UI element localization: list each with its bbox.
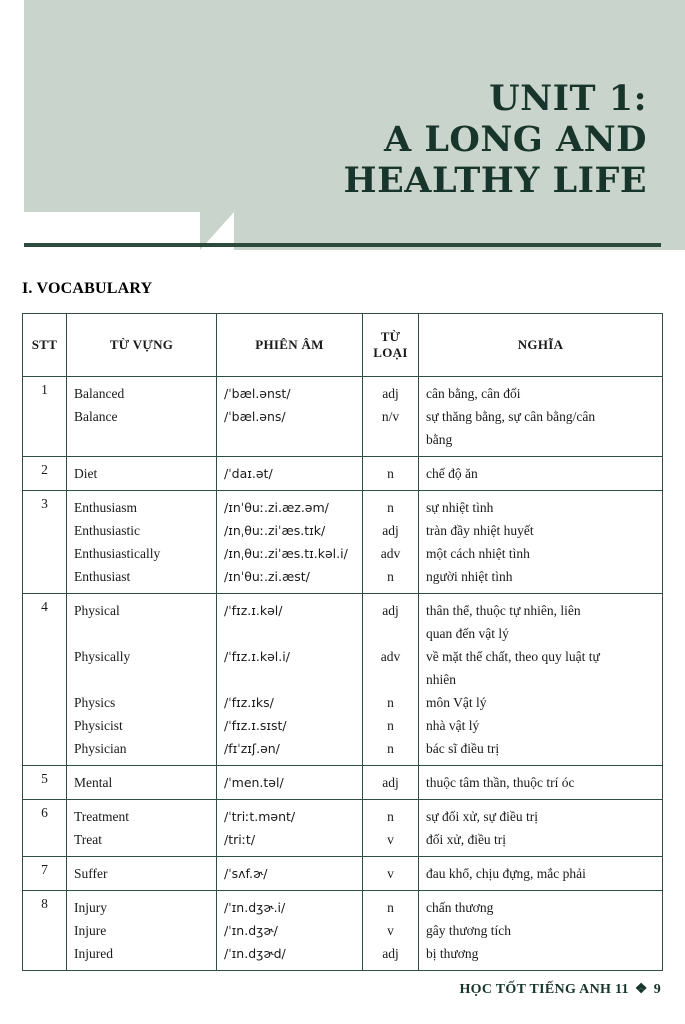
cell-word — [67, 594, 217, 766]
table-row — [23, 800, 663, 857]
cell-part-of-speech — [363, 857, 419, 891]
cell-stt: 6 — [23, 800, 67, 857]
cell-part-of-speech-lines — [370, 896, 411, 965]
cell-word-line: Injure — [74, 923, 107, 938]
vocabulary-table-head — [23, 314, 663, 377]
cell-stt: 2 — [23, 457, 67, 491]
cell-word-line: Enthusiastically — [74, 546, 161, 561]
cell-part-of-speech-lines — [370, 771, 411, 794]
column-header-pronunciation: PHIÊN ÂM — [217, 314, 363, 377]
section-heading-vocabulary: I. VOCABULARY — [22, 280, 153, 297]
cell-part-of-speech-line: adj — [382, 523, 399, 538]
cell-meaning-line: nhà vật lý — [426, 718, 480, 733]
cell-meaning-line: sự đối xử, sự điều trị — [426, 809, 538, 824]
cell-meaning-lines — [426, 599, 655, 760]
cell-meaning — [419, 800, 663, 857]
cell-word — [67, 891, 217, 971]
cell-stt: 3 — [23, 491, 67, 594]
cell-part-of-speech-line: adj — [382, 603, 399, 618]
cell-meaning-line: chấn thương — [426, 900, 494, 915]
cell-part-of-speech-line: adj — [382, 386, 399, 401]
cell-pronunciation — [217, 377, 363, 457]
cell-pronunciation-line: /ɪnˌθuː.ziˈæs.tɪ.kəl.i/ — [224, 546, 348, 561]
cell-stt: 7 — [23, 857, 67, 891]
cell-word-line: Suffer — [74, 866, 108, 881]
cell-word-line — [74, 622, 209, 645]
table-row — [23, 594, 663, 766]
cell-meaning-line: sự thăng bằng, sự cân bằng/cân — [426, 409, 596, 424]
cell-meaning-line: gây thương tích — [426, 923, 511, 938]
cell-meaning — [419, 891, 663, 971]
cell-stt: 5 — [23, 766, 67, 800]
page-header-banner — [0, 0, 685, 250]
cell-word-lines — [74, 771, 209, 794]
cell-meaning-line: sự nhiệt tình — [426, 500, 494, 515]
cell-word — [67, 800, 217, 857]
cell-part-of-speech-lines — [370, 382, 411, 428]
cell-meaning — [419, 857, 663, 891]
cell-part-of-speech-lines — [370, 496, 411, 588]
cell-meaning-line: chế độ ăn — [426, 466, 478, 481]
cell-pronunciation — [217, 766, 363, 800]
cell-word-line: Physicist — [74, 718, 123, 733]
cell-meaning-line: về mặt thể chất, theo quy luật tự — [426, 649, 600, 664]
cell-pronunciation-line: /ˈdaɪ.ət/ — [224, 466, 273, 481]
cell-meaning-lines — [426, 805, 655, 851]
cell-pronunciation-line — [224, 668, 355, 691]
cell-pronunciation-line: /fɪˈzɪʃ.ən/ — [224, 741, 280, 756]
cell-meaning-line: cân bằng, cân đối — [426, 386, 521, 401]
cell-meaning-line: tràn đầy nhiệt huyết — [426, 523, 534, 538]
cell-word — [67, 766, 217, 800]
cell-meaning-line: môn Vật lý — [426, 695, 487, 710]
cell-pronunciation-line: /triːt/ — [224, 832, 256, 847]
table-header-row — [23, 314, 663, 377]
cell-word-line: Physically — [74, 649, 131, 664]
table-row — [23, 377, 663, 457]
cell-part-of-speech-line: n — [387, 466, 394, 481]
cell-meaning-line: đau khổ, chịu đựng, mắc phải — [426, 866, 586, 881]
cell-part-of-speech-line: n — [387, 569, 394, 584]
cell-part-of-speech — [363, 377, 419, 457]
table-row — [23, 891, 663, 971]
cell-meaning-line: nhiên — [426, 672, 456, 687]
cell-word-line: Diet — [74, 466, 98, 481]
cell-meaning-line: đối xử, điều trị — [426, 832, 507, 847]
cell-pronunciation — [217, 594, 363, 766]
cell-stt: 1 — [23, 377, 67, 457]
column-header-part-of-speech — [363, 314, 419, 377]
cell-pronunciation-line: /ɪnˌθuː.ziˈæs.tɪk/ — [224, 523, 326, 538]
cell-part-of-speech-line: n — [387, 741, 394, 756]
cell-pronunciation — [217, 457, 363, 491]
cell-pronunciation-line: /ˈɪn.dʒɚd/ — [224, 946, 286, 961]
banner-notch — [0, 0, 210, 250]
cell-part-of-speech-lines — [370, 805, 411, 851]
cell-word-line: Balance — [74, 409, 118, 424]
cell-word-line: Enthusiasm — [74, 500, 137, 515]
cell-part-of-speech — [363, 457, 419, 491]
cell-part-of-speech — [363, 491, 419, 594]
cell-part-of-speech-line: n — [387, 809, 394, 824]
cell-pronunciation-lines — [224, 771, 355, 794]
unit-title-line-3: HEALTHY LIFE — [343, 160, 647, 201]
cell-meaning — [419, 491, 663, 594]
cell-part-of-speech-line: n — [387, 900, 394, 915]
cell-part-of-speech — [363, 766, 419, 800]
cell-pronunciation-lines — [224, 496, 355, 588]
cell-meaning-lines — [426, 771, 655, 794]
cell-stt: 4 — [23, 594, 67, 766]
cell-part-of-speech-line: adv — [380, 546, 401, 561]
cell-pronunciation-line: /ˈsʌf.ɚ/ — [224, 866, 268, 881]
cell-word-line: Treat — [74, 832, 103, 847]
cell-part-of-speech-line: n — [387, 718, 394, 733]
cell-pronunciation-line: /ˈmen.təl/ — [224, 775, 284, 790]
cell-part-of-speech-line: v — [387, 923, 394, 938]
cell-part-of-speech-line: n — [387, 500, 394, 515]
cell-word — [67, 857, 217, 891]
cell-pronunciation-lines — [224, 805, 355, 851]
cell-meaning — [419, 457, 663, 491]
cell-pronunciation — [217, 800, 363, 857]
cell-pronunciation-line: /ˈfɪz.ɪ.kəl/ — [224, 603, 283, 618]
cell-meaning-lines — [426, 896, 655, 965]
cell-stt: 8 — [23, 891, 67, 971]
cell-part-of-speech-line: v — [387, 866, 394, 881]
cell-part-of-speech-line — [370, 622, 411, 645]
footer-book-title: HỌC TỐT TIẾNG ANH 11 — [459, 982, 629, 997]
cell-pronunciation-lines — [224, 896, 355, 965]
column-header-word: TỪ VỰNG — [67, 314, 217, 377]
cell-pronunciation-lines — [224, 599, 355, 760]
cell-pronunciation — [217, 491, 363, 594]
cell-word — [67, 491, 217, 594]
cell-meaning-line: bằng — [426, 432, 453, 447]
cell-meaning-lines — [426, 462, 655, 485]
cell-word-line: Enthusiast — [74, 569, 131, 584]
header-divider-rule — [24, 243, 661, 247]
cell-word-lines — [74, 462, 209, 485]
cell-pronunciation-lines — [224, 462, 355, 485]
vocabulary-table-body — [23, 377, 663, 971]
column-header-pos-line-2: LOẠI — [373, 345, 408, 360]
cell-word-line: Injured — [74, 946, 113, 961]
cell-part-of-speech-lines — [370, 599, 411, 760]
column-header-stt: STT — [23, 314, 67, 377]
cell-meaning-line: một cách nhiệt tình — [426, 546, 530, 561]
cell-meaning-line: thuộc tâm thần, thuộc trí óc — [426, 775, 575, 790]
cell-pronunciation-lines — [224, 382, 355, 428]
cell-meaning — [419, 766, 663, 800]
cell-pronunciation-line: /ˈbæl.ənst/ — [224, 386, 291, 401]
cell-word-line: Physical — [74, 603, 120, 618]
cell-part-of-speech-line — [370, 668, 411, 691]
table-row — [23, 457, 663, 491]
cell-part-of-speech — [363, 891, 419, 971]
unit-title — [344, 78, 647, 201]
cell-word — [67, 457, 217, 491]
cell-pronunciation-line: /ˈfɪz.ɪks/ — [224, 695, 274, 710]
cell-word-line: Physician — [74, 741, 127, 756]
column-header-pos-line-1: TỪ — [380, 329, 401, 344]
cell-word-line — [74, 668, 209, 691]
cell-meaning-line: người nhiệt tình — [426, 569, 513, 584]
vocabulary-table-container — [22, 313, 662, 971]
cell-pronunciation — [217, 891, 363, 971]
cell-pronunciation-line: /ˈtriːt.mənt/ — [224, 809, 296, 824]
cell-pronunciation-line: /ɪnˈθuː.zi.æz.əm/ — [224, 500, 329, 515]
table-row — [23, 857, 663, 891]
cell-pronunciation-line: /ˈbæl.əns/ — [224, 409, 286, 424]
footer-page-number: 9 — [653, 982, 661, 997]
cell-word-lines — [74, 382, 209, 428]
cell-part-of-speech-lines — [370, 462, 411, 485]
cell-word-line: Mental — [74, 775, 113, 790]
cell-pronunciation-lines — [224, 862, 355, 885]
cell-pronunciation-line — [224, 622, 355, 645]
cell-meaning-lines — [426, 862, 655, 885]
cell-meaning-line: quan đến vật lý — [426, 626, 509, 641]
cell-word-lines — [74, 496, 209, 588]
cell-word-line: Injury — [74, 900, 107, 915]
cell-word-line: Balanced — [74, 386, 125, 401]
table-row — [23, 766, 663, 800]
cell-part-of-speech — [363, 800, 419, 857]
cell-word-lines — [74, 896, 209, 965]
cell-part-of-speech — [363, 594, 419, 766]
cell-part-of-speech-line: adj — [382, 946, 399, 961]
column-header-meaning: NGHĨA — [419, 314, 663, 377]
cell-word — [67, 377, 217, 457]
cell-pronunciation-line: /ɪnˈθuː.zi.æst/ — [224, 569, 310, 584]
cell-word-lines — [74, 862, 209, 885]
footer-separator-icon: ❖ — [634, 982, 648, 997]
cell-part-of-speech-line: v — [387, 832, 394, 847]
cell-word-lines — [74, 599, 209, 760]
table-row — [23, 491, 663, 594]
unit-title-line-2: A LONG AND — [383, 119, 647, 160]
cell-part-of-speech-line: n — [387, 695, 394, 710]
cell-meaning — [419, 594, 663, 766]
cell-meaning-line: thân thể, thuộc tự nhiên, liên — [426, 603, 581, 618]
cell-meaning-lines — [426, 382, 655, 451]
page-footer — [459, 981, 661, 998]
cell-pronunciation-line: /ˈɪn.dʒɚ/ — [224, 923, 278, 938]
cell-part-of-speech-line: adj — [382, 775, 399, 790]
cell-word-line: Treatment — [74, 809, 129, 824]
cell-pronunciation-line: /ˈfɪz.ɪ.sɪst/ — [224, 718, 287, 733]
cell-word-lines — [74, 805, 209, 851]
cell-part-of-speech-line: n/v — [381, 409, 400, 424]
cell-meaning-line: bác sĩ điều trị — [426, 741, 500, 756]
cell-meaning-lines — [426, 496, 655, 588]
cell-pronunciation-line: /ˈfɪz.ɪ.kəl.i/ — [224, 649, 290, 664]
cell-pronunciation — [217, 857, 363, 891]
cell-meaning-line: bị thương — [426, 946, 479, 961]
cell-part-of-speech-line: adv — [380, 649, 401, 664]
vocabulary-table — [22, 313, 663, 971]
cell-pronunciation-line: /ˈɪn.dʒɚ.i/ — [224, 900, 286, 915]
cell-part-of-speech-lines — [370, 862, 411, 885]
cell-word-line: Enthusiastic — [74, 523, 140, 538]
unit-title-line-1: UNIT 1: — [489, 78, 647, 119]
cell-word-line: Physics — [74, 695, 116, 710]
cell-meaning — [419, 377, 663, 457]
